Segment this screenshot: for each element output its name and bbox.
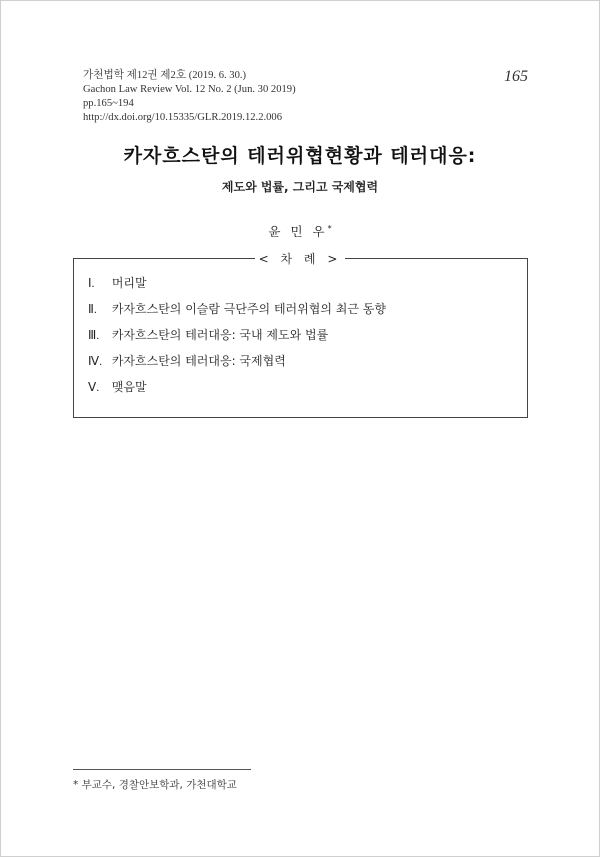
toc-item[interactable] xyxy=(88,274,386,300)
page-range: pp.165~194 xyxy=(83,98,134,109)
toc-heading xyxy=(0,250,600,267)
toc-item-number: Ⅴ. xyxy=(88,380,100,394)
toc-item-number: Ⅳ. xyxy=(88,354,103,368)
toc-item[interactable] xyxy=(88,352,386,378)
author xyxy=(0,222,600,240)
author-footnote: * 부교수, 경찰안보학과, 가천대학교 xyxy=(73,779,237,791)
chevron-left-icon: < xyxy=(258,252,273,266)
toc-list xyxy=(88,274,386,404)
journal-header xyxy=(83,69,296,125)
toc-item-text: 카자흐스탄의 테러대응: 국제협력 xyxy=(111,354,286,368)
toc-item[interactable] xyxy=(88,378,386,404)
author-footnote-mark: * xyxy=(327,223,332,233)
page-number: 165 xyxy=(504,68,528,85)
chevron-right-icon: > xyxy=(327,252,342,266)
paper-subtitle: 제도와 법률, 그리고 국제협력 xyxy=(221,180,379,194)
toc-label: 차 례 xyxy=(280,252,320,266)
toc-item-text: 맺음말 xyxy=(111,380,147,394)
footnote-divider xyxy=(73,769,251,770)
toc-item-text: 머리말 xyxy=(111,276,147,290)
toc-item[interactable] xyxy=(88,300,386,326)
toc-item-number: Ⅲ. xyxy=(88,328,100,342)
toc-item[interactable] xyxy=(88,326,386,352)
doi-link[interactable]: http://dx.doi.org/10.15335/GLR.2019.12.2.006 xyxy=(83,112,283,123)
toc-item-number: Ⅰ. xyxy=(88,276,95,290)
journal-issue-korean: 가천법학 제12권 제2호 (2019. 6. 30.) xyxy=(83,70,247,81)
toc-item-text: 카자흐스탄의 이슬람 극단주의 테러위협의 최근 동향 xyxy=(111,302,386,316)
paper-title: 카자흐스탄의 테러위협현황과 테러대응: xyxy=(123,145,477,167)
toc-item-number: Ⅱ. xyxy=(88,302,97,316)
journal-issue-english: Gachon Law Review Vol. 12 No. 2 (Jun. 30 2019) xyxy=(83,84,296,95)
author-name: 윤 민 우 xyxy=(268,224,328,239)
toc-item-text: 카자흐스탄의 테러대응: 국내 제도와 법률 xyxy=(111,328,329,342)
